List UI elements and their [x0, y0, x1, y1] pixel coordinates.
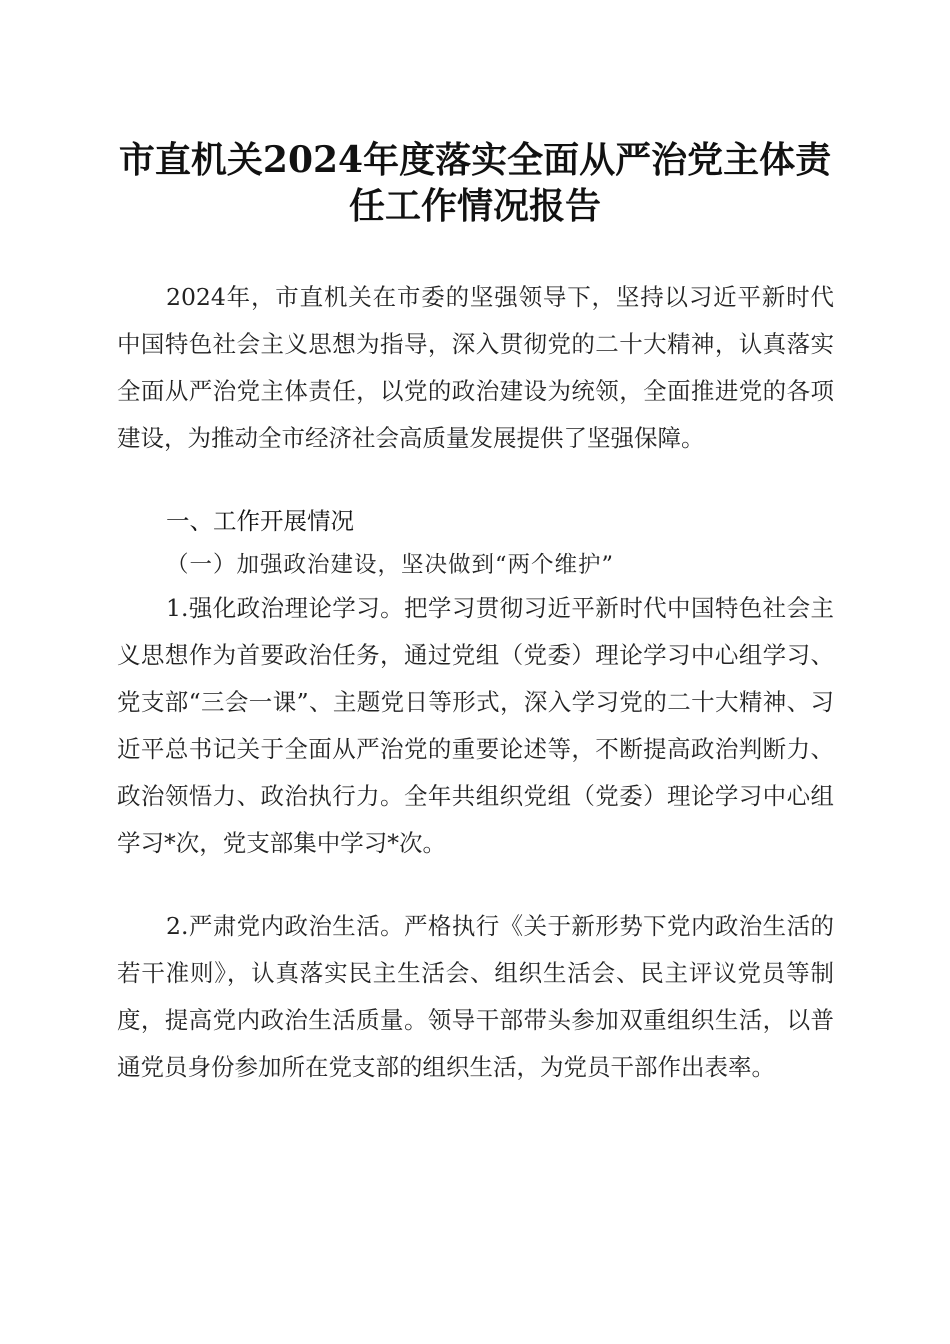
document-title-line-2: 任工作情况报告 [348, 185, 601, 227]
subsection-heading-1: （一）加强政治建设，坚决做到“两个维护” [166, 552, 615, 578]
section-heading-1: 一、工作开展情况 [166, 507, 354, 535]
item-paragraph-2: 2.严肃党内政治生活。严格执行《关于新形势下党内政治生活的若干准则》，认真落实民主生活会、组织生活会、民主评议党员等制度，提高党内政治生活质量。领导干部带头参加双重组织生活，以普通党员身份参加所在党支部的组织生活，为党员干部作出表率。 [117, 912, 834, 1081]
document-title-line-1: 市直机关2024年度落实全面从严治党主体责 [118, 139, 832, 181]
item-paragraph-1: 1.强化政治理论学习。把学习贯彻习近平新时代中国特色社会主义思想作为首要政治任务，通过党组（党委）理论学习中心组学习、党支部“三会一课”、主题党日等形式，深入学习党的二十大精神、习近平总书记关于全面从严治党的重要论述等，不断提高政治判断力、政治领悟力、政治执行力。全年共组织党组（党委）理论学习中心组学习*次，党支部集中学习*次。 [117, 594, 834, 857]
intro-paragraph: 2024年，市直机关在市委的坚强领导下，坚持以习近平新时代中国特色社会主义思想为指导，深入贯彻党的二十大精神，认真落实全面从严治党主体责任，以党的政治建设为统领，全面推进党的各项建设，为推动全市经济社会高质量发展提供了坚强保障。 [117, 283, 834, 452]
